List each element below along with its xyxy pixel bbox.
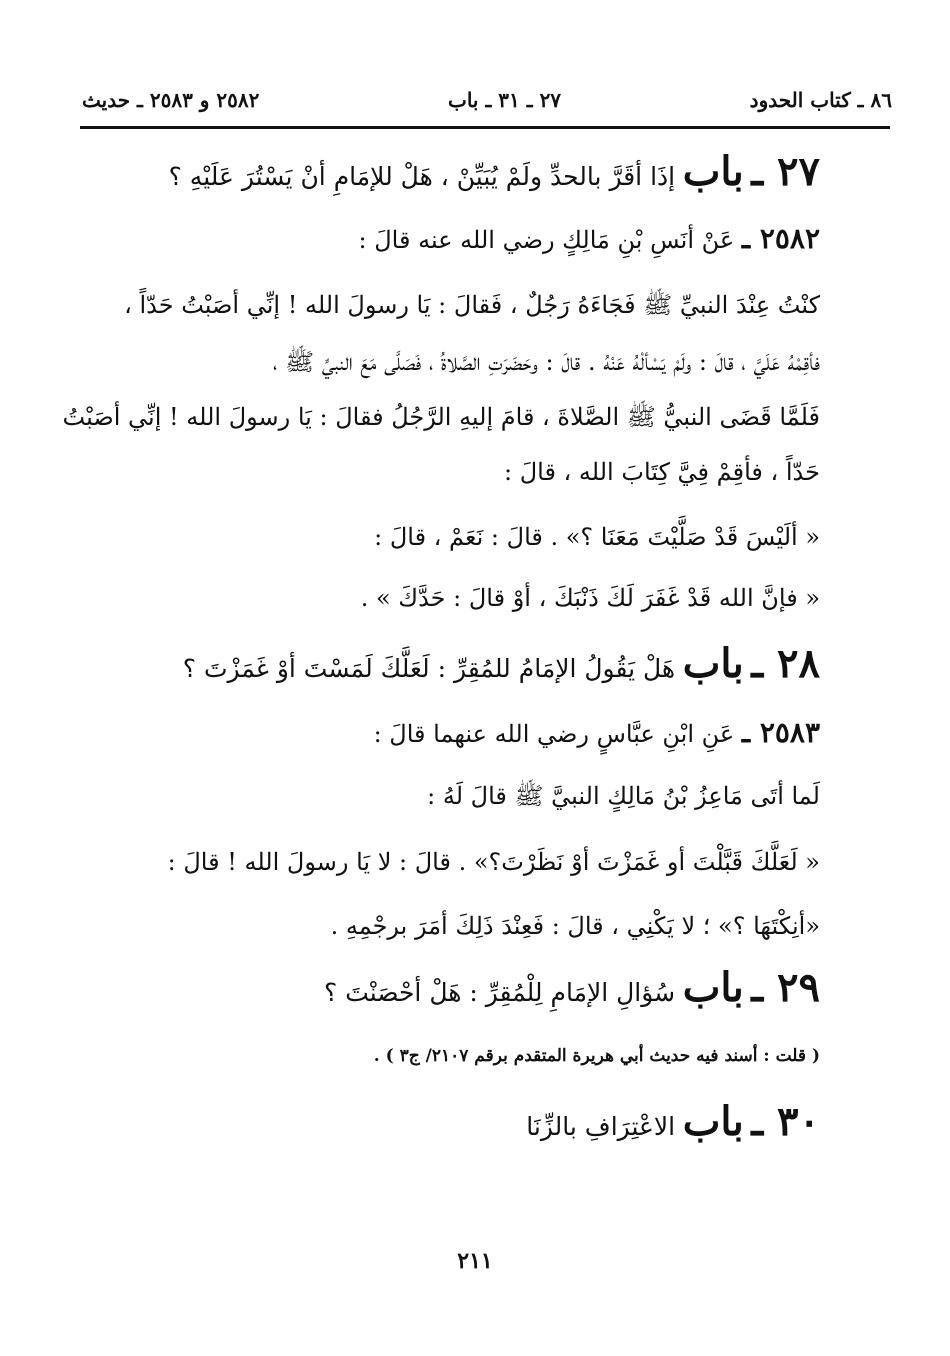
header-divider (80, 126, 890, 129)
hadith-text-line: فَلَمَّا قَضَى النبيُّ ﷺ الصَّلاةَ ، قامَ إليهِ الرَّجُلُ فقالَ : يَا رسولَ الله ! إنِّي أصَبْتُ (62, 403, 820, 431)
hadith-number: ٢٥٨٢ ـ (741, 222, 820, 255)
chapter-27-heading (169, 148, 820, 196)
chapter-title: إذَا أقَرَّ بالحدِّ ولَمْ يُبَيِّنْ ، هَلْ للإمَامِ أنْ يَسْتُرَ عَلَيْهِ ؟ (168, 162, 676, 191)
hadith-text-line: « لَعَلَّكَ قَبَّلْتَ أو غَمَزْتَ أوْ نَظَرْتَ؟» . قالَ : لا يَا رسولَ الله ! قالَ : (167, 848, 820, 876)
chapter-30-heading (526, 1098, 820, 1146)
hadith-number: ٢٥٨٣ ـ (741, 716, 820, 749)
chapter-29-heading (324, 964, 820, 1012)
running-header (82, 80, 892, 120)
hadith-text-line: « ألَيْسَ قَدْ صَلَّيْتَ مَعَنَا ؟» . قالَ : نَعَمْ ، قالَ : (374, 523, 820, 551)
chapter-number: ٢٨ ـ (751, 640, 820, 687)
chapter-number: ٣٠ ـ (751, 1098, 820, 1145)
chapter-label: باب (682, 148, 744, 195)
chapter-28-heading (183, 640, 820, 688)
chapter-label: باب (682, 964, 744, 1011)
hadith-2583-intro (374, 716, 820, 750)
header-chapter-range: ٢٧ ـ ٣١ ـ باب (448, 88, 562, 112)
hadith-text-line: فأقِمْهُ عَلَيَّ ، قالَ : ولَمْ يَسْألْهُ عَنْهُ . قالَ : وحَضَرَتِ الصَّلاةُ ، فَصَلَّى مَعَ النبيِّ ﷺ ، (272, 348, 820, 376)
hadith-2582-intro (359, 222, 820, 256)
page-number: ٢١١ (457, 1248, 493, 1274)
editor-note: ( قلت : أسند فيه حديث أبي هريرة المتقدم برقم ٢١٠٧/ ج٣ ) . (373, 1046, 820, 1066)
chapter-title: الاعْتِرَافِ بالزِّنَا (526, 1112, 676, 1141)
hadith-text-line: كنْتُ عِنْدَ النبيِّ ﷺ فَجَاءَهُ رَجُلٌ ، فَقالَ : يَا رسولَ الله ! إنِّي أصَبْتُ حَدّاً ، (124, 291, 820, 319)
chapter-label: باب (682, 1098, 744, 1145)
hadith-text-line: حَدّاً ، فأقِمْ فِيَّ كِتَابَ الله ، قالَ : (503, 458, 820, 486)
chapter-title: هَلْ يَقُولُ الإمَامُ للمُقِرِّ : لَعَلَّكَ لَمَسْتَ أوْ غَمَزْتَ ؟ (182, 654, 676, 683)
header-hadith-range: ٢٥٨٢ و ٢٥٨٣ ـ حديث (82, 88, 260, 112)
chapter-number: ٢٧ ـ (751, 148, 820, 195)
header-book-title: ٨٦ ـ كتاب الحدود (749, 88, 892, 112)
hadith-text-line: « فإنَّ الله قَدْ غَفَرَ لَكَ ذَنْبَكَ ، أوْ قالَ : حَدَّكَ » . (360, 584, 820, 612)
chapter-number: ٢٩ ـ (751, 964, 820, 1011)
chapter-label: باب (682, 640, 744, 687)
hadith-text-line: «أنِكْتَهَا ؟» ؛ لا يَكْنِي ، قالَ : فَعِنْدَ ذَلِكَ أمَرَ برجْمِهِ . (330, 912, 820, 940)
hadith-text-line: لَما أتَى مَاعِزُ بْنُ مَالِكٍ النبيَّ ﷺ قالَ لَهُ : (427, 782, 820, 810)
hadith-narrator: عَنْ أنَسِ بْنِ مَالِكٍ رضي الله عنه قالَ : (358, 226, 735, 254)
hadith-narrator: عَنِ ابْنِ عبَّاسٍ رضي الله عنهما قالَ : (373, 720, 735, 748)
chapter-title: سُؤالِ الإمَامِ لِلْمُقِرِّ : هَلْ أحْصَنْتَ ؟ (323, 978, 676, 1007)
